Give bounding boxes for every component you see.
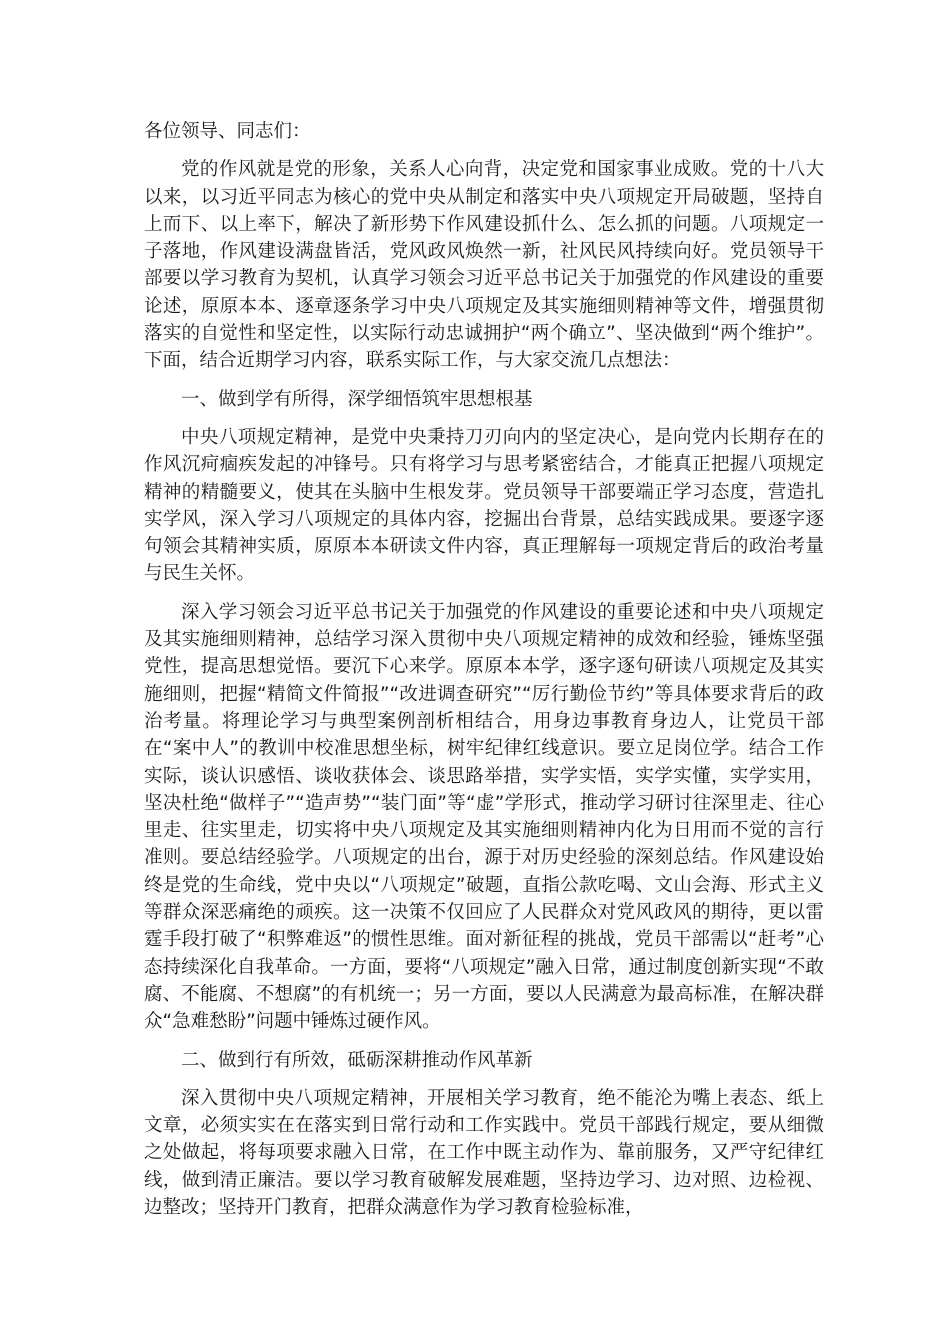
section-2-paragraph-1: 深入贯彻中央八项规定精神，开展相关学习教育，绝不能沦为嘴上表态、纸上文章，必须实实在在落实到日常行动和工作实践中。党员干部践行规定，要从细微之处做起，将每项要求融入日常，在工作中既主动作为、靠前服务，又严守纪律红线，做到清正廉洁。要以学习教育破解发展难题，坚持边学习、边对照、边检视、边整改；坚持开门教育，把群众满意作为学习教育检验标准， [144,1087,824,1218]
section-1-heading: 一、做到学有所得，深学细悟筑牢思想根基 [181,388,533,410]
document-page [144,118,824,1232]
section-1-paragraph-2: 深入学习领会习近平总书记关于加强党的作风建设的重要论述和中央八项规定及其实施细则精神，总结学习深入贯彻中央八项规定精神的成效和经验，锤炼坚强党性，提高思想觉悟。要沉下心来学。原原本本学，逐字逐句研读八项规定及其实施细则，把握“精简文件简报”“改进调查研究”“厉行勤俭节约”等具体要求背后的政治考量。将理论学习与典型案例剖析相结合，用身边事教育身边人，让党员干部在“案中人”的教训中校准思想坐标，树牢纪律红线意识。要立足岗位学。结合工作实际，谈认识感悟、谈收获体会、谈思路举措，实学实悟，实学实懂，实学实用，坚决杜绝“做样子”“造声势”“装门面”等“虚”学形式，推动学习研讨往深里走、往心里走、往实里走，切实将中央八项规定及其实施细则精神内化为日用而不觉的言行准则。要总结经验学。八项规定的出台，源于对历史经验的深刻总结。作风建设始终是党的生命线，党中央以“八项规定”破题，直指公款吃喝、文山会海、形式主义等群众深恶痛绝的顽疾。这一决策不仅回应了人民群众对党风政风的期待，更以雷霆手段打破了“积弊难返”的惯性思维。面对新征程的挑战，党员干部需以“赶考”心态持续深化自我革命。一方面，要将“八项规定”融入日常，通过制度创新实现“不敢腐、不能腐、不想腐”的有机统一；另一方面，要以人民满意为最高标准，在解决群众“急难愁盼”问题中锤炼过硬作风。 [144,601,824,1033]
intro-paragraph: 党的作风就是党的形象，关系人心向背，决定党和国家事业成败。党的十八大以来，以习近平同志为核心的党中央从制定和落实中央八项规定开局破题，坚持自上而下、以上率下，解决了新形势下作风建设抓什么、怎么抓的问题。八项规定一子落地，作风建设满盘皆活，党风政风焕然一新，社风民风持续向好。党员领导干部要以学习教育为契机，认真学习领会习近平总书记关于加强党的作风建设的重要论述，原原本本、逐章逐条学习中央八项规定及其实施细则精神等文件，增强贯彻落实的自觉性和坚定性，以实际行动忠诚拥护“两个确立”、坚决做到“两个维护”。下面，结合近期学习内容，联系实际工作，与大家交流几点想法： [144,159,824,372]
section-2-heading: 二、做到行有所效，砥砺深耕推动作风革新 [181,1049,533,1071]
salutation: 各位领导、同志们： [144,121,311,142]
section-1-paragraph-1: 中央八项规定精神，是党中央秉持刀刃向内的坚定决心，是向党内长期存在的作风沉疴痼疾发起的冲锋号。只有将学习与思考紧密结合，才能真正把握八项规定精神的精髓要义，使其在头脑中生根发芽。党员领导干部要端正学习态度，营造扎实学风，深入学习八项规定的具体内容，挖掘出台背景，总结实践成果。要逐字逐句领会其精神实质，原原本本研读文件内容，真正理解每一项规定背后的政治考量与民生关怀。 [144,426,824,585]
